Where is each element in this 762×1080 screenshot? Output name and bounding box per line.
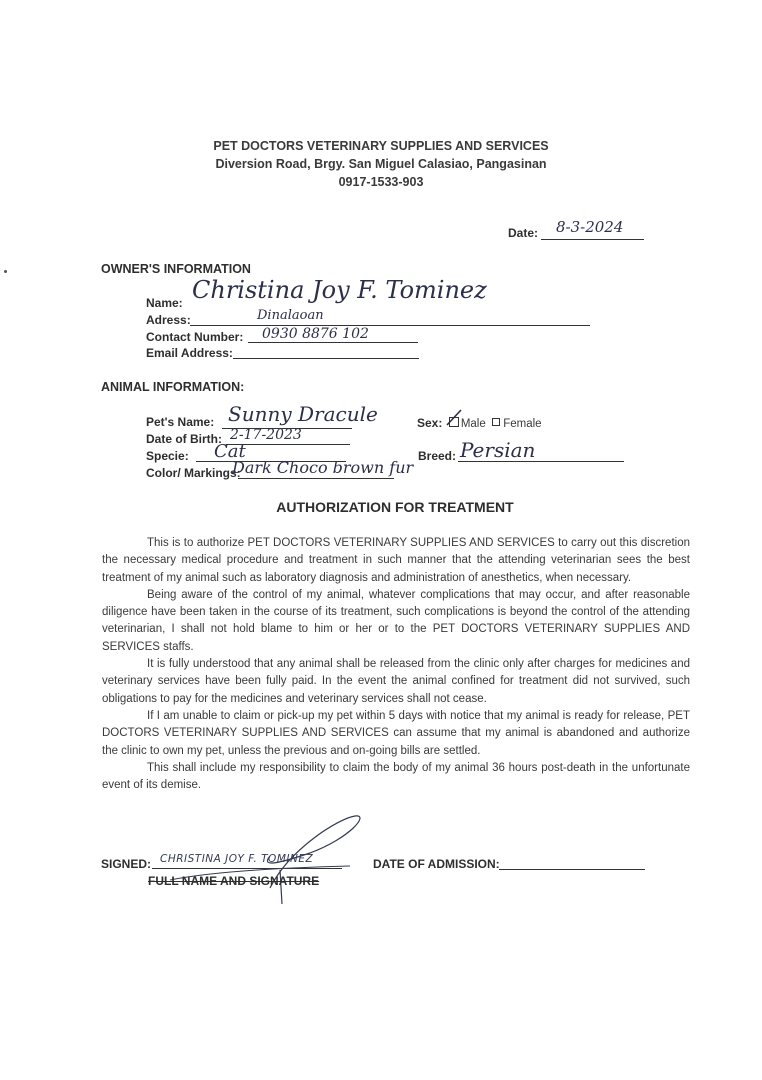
authorization-paragraph: Being aware of the control of my animal, whatever complications that may occur, and after reasonable diligence have been taken in the course of its treatment, such complications is beyond the control of the attending veterinarian, I shall not hold blame to him or her or to the PET DOCTORS VETERINARY SUPPLIES AND SERVICES staffs. — [102, 588, 690, 653]
check-mark-icon — [446, 409, 462, 427]
dob-label: Date of Birth: — [146, 432, 222, 446]
breed-label: Breed: — [418, 449, 457, 463]
admission-line — [499, 869, 645, 870]
owner-email-label: Email Address: — [146, 346, 233, 360]
color-label: Color/ Markings: — [146, 466, 241, 480]
admission-label: DATE OF ADMISSION: — [373, 857, 500, 871]
authorization-paragraph: If I am unable to claim or pick-up my pet within 5 days with notice that my animal is ready for release, PET DOCTORS VETERINARY SUPPLIES AND SERVICES can assume that my animal is abandoned and authorize the clinic to own my pet, unless the previous and on-going bills are settled. — [102, 709, 690, 757]
owner-name-value: Christina Joy F. Tominez — [192, 276, 487, 304]
specie-label: Specie: — [146, 449, 189, 463]
breed-value: Persian — [460, 438, 536, 462]
male-checkbox[interactable] — [449, 417, 459, 427]
owner-contact-line — [248, 342, 418, 343]
owner-address-label: Adress: — [146, 313, 191, 327]
date-value: 8-3-2024 — [556, 218, 624, 236]
dob-value: 2-17-2023 — [230, 427, 302, 443]
owner-email-line — [233, 358, 419, 359]
sex-field — [417, 414, 542, 432]
sex-label: Sex: — [417, 416, 443, 430]
date-label: Date: — [508, 226, 539, 240]
animal-heading: ANIMAL INFORMATION: — [101, 380, 245, 394]
clinic-header — [0, 137, 762, 191]
authorization-title: AUTHORIZATION FOR TREATMENT — [276, 499, 514, 515]
female-label: Female — [503, 418, 542, 430]
pet-name-value: Sunny Dracule — [228, 402, 378, 426]
signed-name-value: CHRISTINA JOY F. TOMINEZ — [160, 853, 314, 865]
color-value: Dark Choco brown fur — [232, 458, 414, 477]
signed-label: SIGNED: — [101, 857, 152, 871]
color-line — [238, 478, 394, 479]
authorization-body — [102, 535, 690, 794]
owner-contact-label: Contact Number: — [146, 330, 244, 344]
owner-name-label: Name: — [146, 296, 183, 310]
specie-value: Cat — [214, 441, 246, 462]
clinic-phone: 0917-1533-903 — [338, 175, 424, 189]
authorization-paragraph: This is to authorize PET DOCTORS VETERINARY SUPPLIES AND SERVICES to carry out this discretion the necessary medical procedure and treatment in such manner that the attending veterinarian sees the best treatment of my animal such as laboratory diagnosis and administration of anesthetics, when necessary. — [102, 537, 690, 584]
female-checkbox[interactable] — [492, 418, 500, 426]
signature-caption: FULL NAME AND SIGNATURE — [148, 874, 320, 888]
owner-contact-value: 0930 8876 102 — [262, 326, 369, 342]
signature-scribble — [150, 808, 380, 908]
owner-address-line — [190, 325, 590, 326]
clinic-address: Diversion Road, Brgy. San Miguel Calasiao, Pangasinan — [215, 157, 547, 171]
clinic-name: PET DOCTORS VETERINARY SUPPLIES AND SERVICES — [213, 139, 549, 153]
scan-speck — [4, 270, 7, 273]
owner-address-value: Dinalaoan — [257, 308, 324, 323]
owner-heading: OWNER'S INFORMATION — [101, 262, 251, 276]
pet-name-label: Pet's Name: — [146, 415, 215, 429]
date-line — [541, 239, 644, 240]
authorization-paragraph: It is fully understood that any animal shall be released from the clinic only after charges for medicines and veterinary services have been fully paid. In the event the animal confined for treatment did not survived, such obligations to pay for the medicines and veterinary services shall not cease. — [102, 658, 690, 705]
authorization-paragraph: This shall include my responsibility to claim the body of my animal 36 hours post-death in the unfortunate event of its demise. — [102, 761, 690, 792]
male-label: Male — [460, 418, 486, 430]
